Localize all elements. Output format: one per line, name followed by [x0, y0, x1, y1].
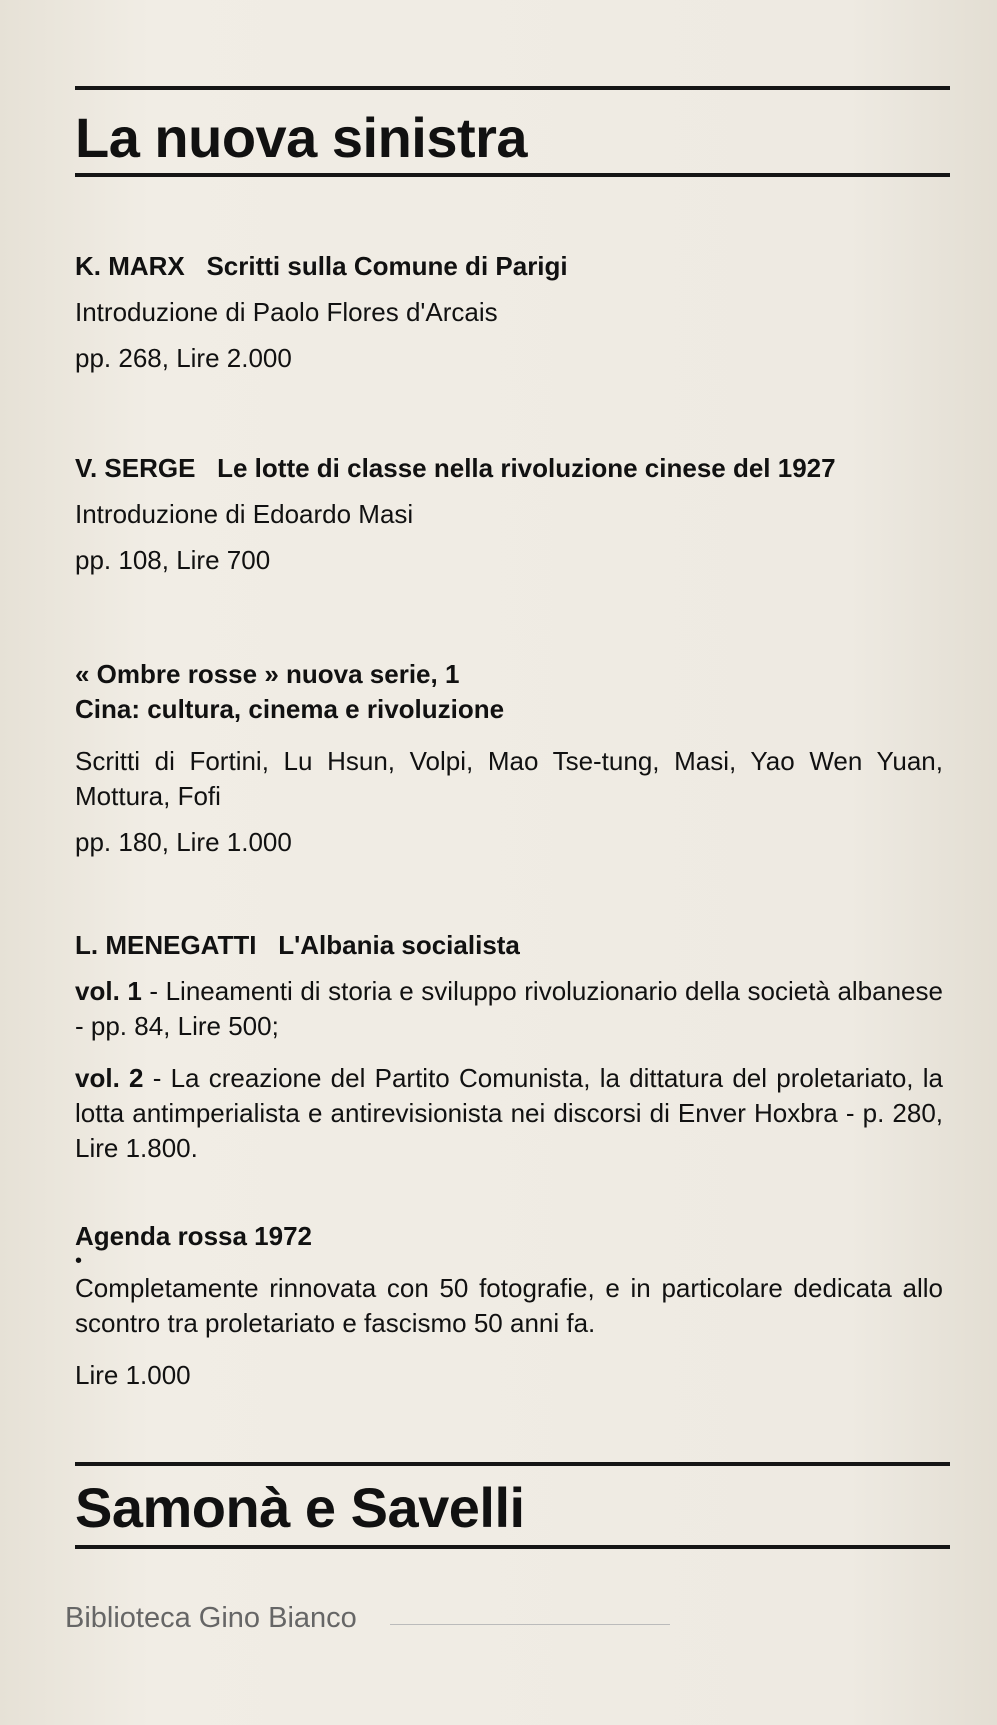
- header-top-rule: [75, 86, 950, 90]
- bullet-dot: •: [75, 1250, 83, 1272]
- series-title: « Ombre rosse » nuova serie, 1: [75, 659, 460, 689]
- book-entry-marx: [75, 249, 943, 376]
- book-title: Scritti sulla Comune di Parigi: [206, 251, 568, 281]
- book-title: Le lotte di classe nella rivoluzione cinese del 1927: [217, 453, 836, 483]
- book-entry-serge: [75, 451, 943, 578]
- volume-label: vol. 1: [75, 976, 142, 1006]
- agenda-details: Lire 1.000: [75, 1360, 191, 1390]
- book-intro: Introduzione di Edoardo Masi: [75, 499, 414, 529]
- agenda-title: Agenda rossa 1972: [75, 1221, 313, 1251]
- library-credit: Biblioteca Gino Bianco: [65, 1602, 357, 1634]
- volume-item: [75, 974, 943, 1044]
- book-details: pp. 180, Lire 1.000: [75, 827, 292, 857]
- publisher-top-rule: [75, 1462, 950, 1466]
- book-author: K. MARX: [75, 251, 185, 281]
- series-subtitle: Cina: cultura, cinema e rivoluzione: [75, 694, 505, 724]
- page-title: La nuova sinistra: [75, 106, 528, 169]
- volume-text: - La creazione del Partito Comunista, la dittatura del proletariato, la lotta antimperialista e antirevisionista nei discorsi di Enver Hoxbra - p. 280, Lire 1.800.: [75, 1063, 943, 1163]
- book-title: L'Albania socialista: [278, 930, 520, 960]
- book-author: V. SERGE: [75, 453, 196, 483]
- header-bottom-rule: [75, 173, 950, 177]
- book-entry-menegatti: [75, 928, 943, 1166]
- publisher-bottom-rule: [75, 1545, 950, 1549]
- publisher-name: Samonà e Savelli: [75, 1476, 525, 1539]
- book-author: L. MENEGATTI: [75, 930, 257, 960]
- book-details: pp. 108, Lire 700: [75, 545, 271, 575]
- agenda-description: Completamente rinnovata con 50 fotografie, e in particolare dedicata allo scontro tra proletariato e fascismo 50 anni fa.: [75, 1273, 943, 1338]
- volume-text: - Lineamenti di storia e sviluppo rivoluzionario della società albanese - pp. 84, Lire 500;: [75, 976, 943, 1041]
- book-entry-agenda: [75, 1219, 943, 1393]
- book-details: pp. 268, Lire 2.000: [75, 343, 292, 373]
- volume-label: vol. 2: [75, 1063, 144, 1093]
- volume-item: [75, 1061, 943, 1166]
- book-entry-ombre-rosse: [75, 657, 943, 860]
- book-intro: Introduzione di Paolo Flores d'Arcais: [75, 297, 498, 327]
- book-description: Scritti di Fortini, Lu Hsun, Volpi, Mao Tse-tung, Masi, Yao Wen Yuan, Mottura, Fofi: [75, 746, 943, 811]
- footer-divider: [390, 1624, 670, 1625]
